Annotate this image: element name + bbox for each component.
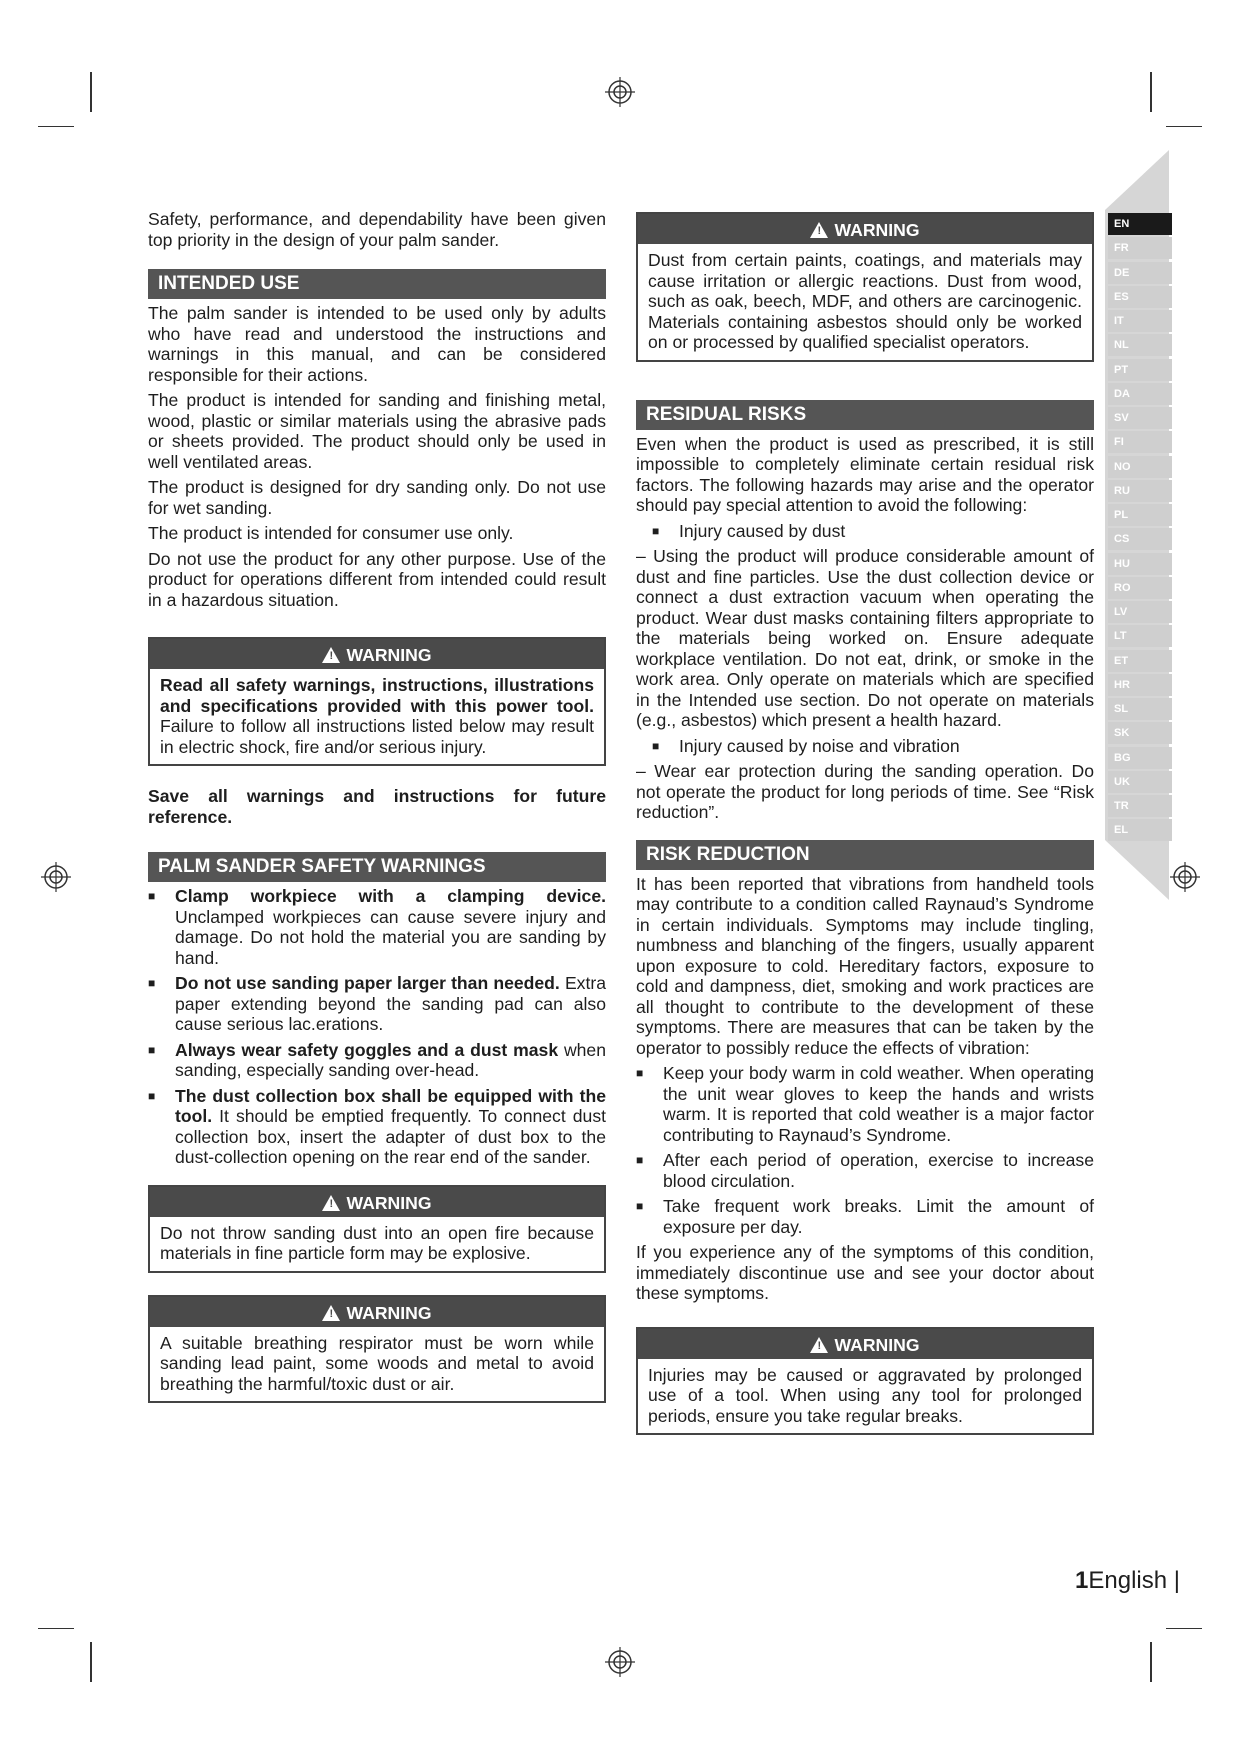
language-tab-et: ET (1108, 650, 1172, 672)
warning-triangle-icon (810, 1337, 828, 1353)
language-tab-de: DE (1108, 262, 1172, 284)
warning-header (150, 1187, 604, 1217)
crop-mark (1166, 1628, 1202, 1629)
crop-mark (90, 1642, 92, 1682)
warning-text: A suitable breathing respirator must be worn while sanding lead paint, some woods and metal to avoid breathing the harmful/toxic dust or air. (160, 1332, 594, 1394)
language-tab-sv: SV (1108, 407, 1172, 429)
language-tab-nl: NL (1108, 334, 1172, 356)
registration-mark-icon (41, 862, 71, 892)
intended-use-paragraph: The product is intended for consumer use only. (148, 523, 514, 543)
crop-mark (1150, 1642, 1152, 1682)
language-tab-pt: PT (1108, 359, 1172, 381)
warning-title: WARNING (834, 1334, 920, 1355)
language-tab-el: EL (1108, 819, 1172, 841)
language-tab-ru: RU (1108, 480, 1172, 502)
warning-box (148, 1295, 606, 1404)
warning-header (638, 214, 1092, 244)
warning-triangle-icon (322, 1195, 340, 1211)
warning-triangle-icon (322, 647, 340, 663)
registration-mark-icon (605, 1647, 635, 1677)
list-subitem: – Wear ear protection during the sanding operation. Do not operate the product for long periods of time. See “Risk reduction”. (636, 761, 1094, 822)
language-tab-da: DA (1108, 383, 1172, 405)
left-column (148, 209, 606, 1403)
warning-bold-text: Read all safety warnings, instructions, illustrations and specifications provided with this power tool. (160, 675, 594, 716)
warning-text: Dust from certain paints, coatings, and materials may cause irritation or allergic reactions. Dust from wood, such as oak, beech, MDF, and others are carcinogenic. Materials containing asbestos should only be worked on or processed by qualified specialist operators. (648, 250, 1082, 352)
registration-mark-icon (605, 77, 635, 107)
language-tab-tr: TR (1108, 795, 1172, 817)
risk-reduction-outro: If you experience any of the symptoms of this condition, immediately discontinue use and see your doctor about these symptoms. (636, 1242, 1094, 1303)
page-footer (1040, 1567, 1180, 1595)
residual-intro: Even when the product is used as prescribed, it is still impossible to completely eliminate certain residual risk factors. The following hazards may arise and the operator should pay special attention to avoid the following: (636, 433, 1094, 515)
language-tab-hu: HU (1108, 553, 1172, 575)
save-note: Save all warnings and instructions for future reference. (148, 786, 606, 827)
risk-reduction-heading: RISK REDUCTION (636, 840, 1094, 870)
list-item: ■ Injury caused by dust (652, 520, 846, 541)
list-item: ■ Do not use sanding paper larger than needed. Extra paper extending beyond the sanding pad can also cause serious lac.erations. (148, 973, 607, 1034)
risk-reduction-intro: It has been reported that vibrations from handheld tools may contribute to a condition called Raynaud’s Syndrome in certain individuals. Symptoms may include tingling, numbness and blanching of the fingers, usually apparent upon exposure to cold. Hereditary factors, exposure to cold and dampness, diet, smoking and work practices are all thought to contribute to the development of these symptoms. There are measures that can be taken by the operator to possibly reduce the effects of vibration: (636, 873, 1094, 1058)
list-item: ■ Take frequent work breaks. Limit the amount of exposure per day. (636, 1196, 1094, 1237)
warning-header (150, 1297, 604, 1327)
warning-box (636, 1327, 1094, 1436)
warning-triangle-icon (810, 222, 828, 238)
language-tab-bg: BG (1108, 747, 1172, 769)
intended-use-paragraph: The product is designed for dry sanding only. Do not use for wet sanding. (148, 477, 606, 518)
intended-use-paragraph: The product is intended for sanding and finishing metal, wood, plastic or similar materials using the abrasive pads or sheets provided. The product should only be used in well ventilated areas. (148, 390, 606, 472)
crop-mark (90, 72, 92, 112)
warning-text: Failure to follow all instructions listed below may result in electric shock, fire and/or serious injury. (160, 716, 594, 757)
warning-box (148, 637, 606, 766)
list-item: ■ Keep your body warm in cold weather. When operating the unit wear gloves to keep the hands and wrists warm. It is reported that cold weather is a major factor contributing to Raynaud’s Syndrome. (636, 1063, 1094, 1145)
language-tab-no: NO (1108, 456, 1172, 478)
crop-mark (1150, 72, 1152, 112)
list-item: ■ The dust collection box shall be equipped with the tool. It should be emptied frequently. To connect dust collection box, insert the adapter of dust box to the dust-collection opening on the rear end of the sander. (148, 1085, 606, 1167)
crop-mark (38, 126, 74, 127)
warning-text: Injuries may be caused or aggravated by prolonged use of a tool. When using any tool for prolonged periods, ensure you take regular breaks. (648, 1364, 1082, 1426)
list-item: ■ After each period of operation, exercise to increase blood circulation. (636, 1150, 1094, 1191)
intro-paragraph: Safety, performance, and dependability have been given top priority in the design of your palm sander. (148, 209, 606, 250)
right-column (636, 212, 1094, 1435)
warning-header (150, 639, 604, 669)
residual-risks-heading: RESIDUAL RISKS (636, 400, 1094, 430)
language-tab-sk: SK (1108, 722, 1172, 744)
language-tab-hr: HR (1108, 674, 1172, 696)
warning-title: WARNING (834, 220, 920, 240)
language-tab-lv: LV (1108, 601, 1172, 623)
language-tab-it: IT (1108, 310, 1172, 332)
list-item: ■ Always wear safety goggles and a dust mask when sanding, especially sanding over-head. (148, 1039, 607, 1080)
language-tab-fi: FI (1108, 431, 1172, 453)
palm-sander-heading: PALM SANDER SAFETY WARNINGS (148, 852, 606, 882)
list-item: ■ Injury caused by noise and vibration (652, 735, 960, 756)
warning-text: Do not throw sanding dust into an open fire because materials in fine particle form may be explosive. (160, 1222, 594, 1263)
warning-title: WARNING (346, 645, 432, 665)
language-tab-ro: RO (1108, 577, 1172, 599)
language-tab-sl: SL (1108, 698, 1172, 720)
list-subitem: – Using the product will produce considerable amount of dust and fine particles. Use the dust collection device or connect a dust extraction vacuum when operating the product. Wear dust masks containing filters appropriate to the materials being worked on. Ensure adequate workplace ventilation. Do not eat, drink, or smoke in the work area. Only operate on materials which are specified in the Intended use section. Do not operate on materials (e.g., asbestos) which present a health hazard. (636, 546, 1094, 730)
language-tab-cs: CS (1108, 528, 1172, 550)
language-tab-pl: PL (1108, 504, 1172, 526)
language-tab-fr: FR (1108, 237, 1172, 259)
warning-header (638, 1329, 1092, 1359)
page-separator: | (1173, 1567, 1180, 1594)
page-number: 1 (1075, 1567, 1089, 1594)
language-tab-en: EN (1108, 213, 1172, 235)
list-item: ■ Clamp workpiece with a clamping device. Unclamped workpieces can cause severe injury and damage. Do not hold the material you are sanding by hand. (148, 886, 606, 968)
language-tab-es: ES (1108, 286, 1172, 308)
page-language: English (1088, 1567, 1168, 1594)
intended-use-heading: INTENDED USE (148, 269, 606, 299)
warning-box (148, 1185, 606, 1273)
warning-title: WARNING (346, 1302, 432, 1323)
warning-box (636, 212, 1094, 362)
intended-use-paragraph: The palm sander is intended to be used only by adults who have read and understood the instructions and warnings in this manual, and can be considered responsible for their actions. (148, 303, 606, 385)
language-tab-uk: UK (1108, 771, 1172, 793)
crop-mark (38, 1628, 74, 1629)
warning-title: WARNING (346, 1192, 432, 1213)
language-tab-lt: LT (1108, 625, 1172, 647)
crop-mark (1166, 126, 1202, 127)
intended-use-paragraph: Do not use the product for any other purpose. Use of the product for operations different from intended could result in a hazardous situation. (148, 548, 606, 610)
warning-triangle-icon (322, 1305, 340, 1321)
